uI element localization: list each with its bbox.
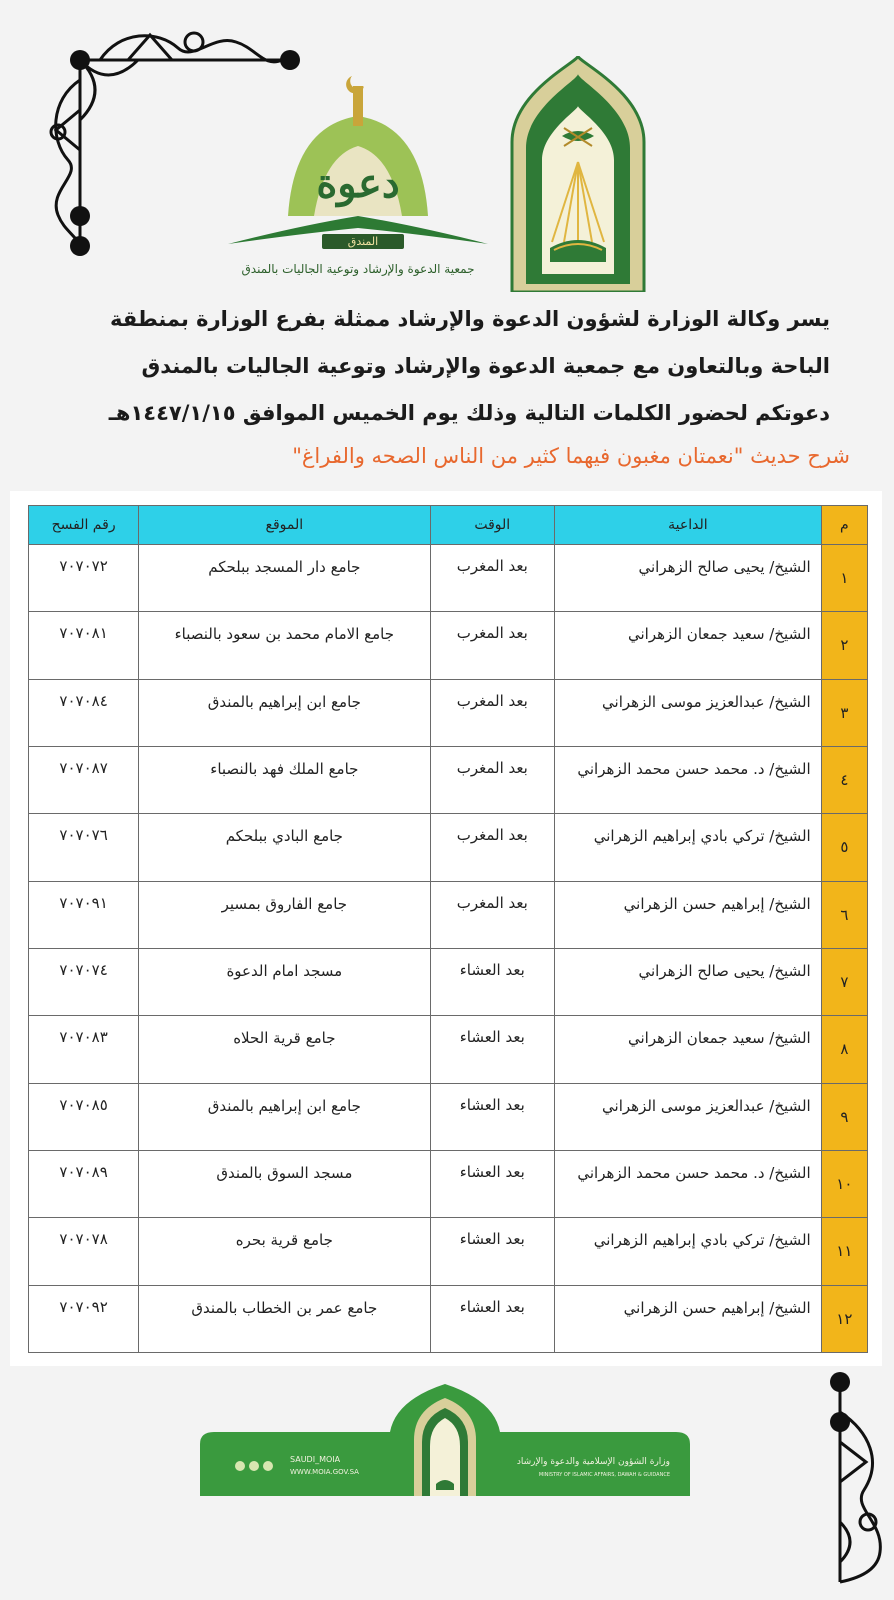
cell-location: جامع دار المسجد ببلحكم	[139, 545, 430, 612]
cell-preacher: الشيخ/ تركي بادي إبراهيم الزهراني	[555, 1218, 822, 1285]
social-icon-1	[235, 1461, 245, 1471]
cell-number: ١٠	[821, 1150, 867, 1217]
cell-preacher: الشيخ/ سعيد جمعان الزهراني	[555, 612, 822, 679]
cell-time: بعد المغرب	[430, 746, 555, 813]
lecture-subject: شرح حديث "نعمتان مغبون فيهما كثير من الناس الصحه والفراغ"	[292, 444, 850, 468]
cell-preacher: الشيخ/ تركي بادي إبراهيم الزهراني	[555, 814, 822, 881]
cell-preacher: الشيخ/ إبراهيم حسن الزهراني	[555, 1285, 822, 1352]
cell-number: ٧	[821, 948, 867, 1015]
cell-time: بعد المغرب	[430, 545, 555, 612]
dawa-logo-place: المندق	[322, 234, 404, 249]
table-row	[29, 881, 868, 948]
table-row	[29, 1083, 868, 1150]
footer-url: WWW.MOIA.GOV.SA	[290, 1468, 359, 1476]
table-row	[29, 814, 868, 881]
table-row	[29, 545, 868, 612]
cell-number: ٦	[821, 881, 867, 948]
cell-permit-number: ٧٠٧٠٨٤	[29, 679, 139, 746]
dawa-logo-society-name: جمعية الدعوة والإرشاد وتوعية الجاليات بالمندق	[241, 262, 475, 276]
social-icon-2	[249, 1461, 259, 1471]
cell-number: ١	[821, 545, 867, 612]
header-location: الموقع	[139, 506, 430, 545]
cell-location: مسجد امام الدعوة	[139, 948, 430, 1015]
dawa-logo-word: دعوة	[316, 160, 400, 207]
cell-preacher: الشيخ/ سعيد جمعان الزهراني	[555, 1016, 822, 1083]
cell-number: ٨	[821, 1016, 867, 1083]
footer-ministry-name: وزارة الشؤون الإسلامية والدعوة والإرشاد	[516, 1457, 670, 1467]
footer-handle: SAUDI_MOIA	[290, 1455, 341, 1464]
cell-permit-number: ٧٠٧٠٨٩	[29, 1150, 139, 1217]
cell-location: مسجد السوق بالمندق	[139, 1150, 430, 1217]
table-row	[29, 746, 868, 813]
cell-permit-number: ٧٠٧٠٨٥	[29, 1083, 139, 1150]
invitation-line-1: يسر وكالة الوزارة لشؤون الدعوة والإرشاد ممثلة بفرع الوزارة بمنطقة	[110, 307, 830, 331]
cell-time: بعد المغرب	[430, 881, 555, 948]
cell-location: جامع الامام محمد بن سعود بالنصباء	[139, 612, 430, 679]
dawa-society-logo	[228, 66, 488, 294]
cell-location: جامع ابن إبراهيم بالمندق	[139, 679, 430, 746]
header-preacher: الداعية	[555, 506, 822, 545]
cell-permit-number: ٧٠٧٠٧٤	[29, 948, 139, 1015]
invitation-line-2: الباحة وبالتعاون مع جمعية الدعوة والإرشاد وتوعية الجاليات بالمندق	[141, 354, 830, 378]
table-row	[29, 1016, 868, 1083]
table-row	[29, 612, 868, 679]
cell-number: ٥	[821, 814, 867, 881]
social-icon-3	[263, 1461, 273, 1471]
ministry-arch-logo-icon	[502, 52, 654, 292]
cell-number: ١١	[821, 1218, 867, 1285]
cell-time: بعد العشاء	[430, 1083, 555, 1150]
cell-number: ٩	[821, 1083, 867, 1150]
cell-location: جامع الملك فهد بالنصباء	[139, 746, 430, 813]
cell-preacher: الشيخ/ يحيى صالح الزهراني	[555, 545, 822, 612]
cell-number: ٢	[821, 612, 867, 679]
cell-permit-number: ٧٠٧٠٨٣	[29, 1016, 139, 1083]
table-row	[29, 1285, 868, 1352]
footer-ministry-sub: MINISTRY OF ISLAMIC AFFAIRS, DAWAH & GUIDANCE	[538, 1472, 670, 1478]
cell-location: جامع الفاروق بمسير	[139, 881, 430, 948]
cell-time: بعد المغرب	[430, 612, 555, 679]
ornament-corner-bottom-right	[800, 1372, 894, 1600]
cell-preacher: الشيخ/ عبدالعزيز موسى الزهراني	[555, 679, 822, 746]
ministry-footer-banner	[200, 1380, 690, 1500]
cell-preacher: الشيخ/ عبدالعزيز موسى الزهراني	[555, 1083, 822, 1150]
cell-time: بعد العشاء	[430, 948, 555, 1015]
invitation-text	[60, 296, 830, 437]
cell-permit-number: ٧٠٧٠٧٦	[29, 814, 139, 881]
table-row	[29, 948, 868, 1015]
header-number: م	[821, 506, 867, 545]
cell-number: ٤	[821, 746, 867, 813]
cell-time: بعد العشاء	[430, 1218, 555, 1285]
cell-preacher: الشيخ/ د. محمد حسن محمد الزهراني	[555, 746, 822, 813]
cell-location: جامع عمر بن الخطاب بالمندق	[139, 1285, 430, 1352]
cell-location: جامع ابن إبراهيم بالمندق	[139, 1083, 430, 1150]
cell-permit-number: ٧٠٧٠٨٧	[29, 746, 139, 813]
table-row	[29, 679, 868, 746]
cell-permit-number: ٧٠٧٠٩١	[29, 881, 139, 948]
cell-permit-number: ٧٠٧٠٩٢	[29, 1285, 139, 1352]
cell-preacher: الشيخ/ د. محمد حسن محمد الزهراني	[555, 1150, 822, 1217]
cell-permit-number: ٧٠٧٠٧٢	[29, 545, 139, 612]
cell-time: بعد العشاء	[430, 1150, 555, 1217]
cell-permit-number: ٧٠٧٠٨١	[29, 612, 139, 679]
cell-location: جامع قرية الحلاه	[139, 1016, 430, 1083]
table-body	[29, 545, 868, 1353]
table-row	[29, 1150, 868, 1217]
schedule-table	[28, 505, 868, 1353]
cell-number: ٣	[821, 679, 867, 746]
cell-permit-number: ٧٠٧٠٧٨	[29, 1218, 139, 1285]
cell-time: بعد المغرب	[430, 814, 555, 881]
invitation-line-3: دعوتكم لحضور الكلمات التالية وذلك يوم الخميس الموافق ١٤٤٧/١/١٥هـ	[108, 401, 830, 425]
cell-time: بعد العشاء	[430, 1285, 555, 1352]
cell-number: ١٢	[821, 1285, 867, 1352]
schedule-panel	[10, 491, 882, 1366]
cell-location: جامع البادي ببلحكم	[139, 814, 430, 881]
table-row	[29, 1218, 868, 1285]
cell-time: بعد العشاء	[430, 1016, 555, 1083]
cell-location: جامع قرية بحره	[139, 1218, 430, 1285]
header-permit-number: رقم الفسح	[29, 506, 139, 545]
header-time: الوقت	[430, 506, 555, 545]
cell-time: بعد المغرب	[430, 679, 555, 746]
table-header-row	[29, 506, 868, 545]
cell-preacher: الشيخ/ إبراهيم حسن الزهراني	[555, 881, 822, 948]
cell-preacher: الشيخ/ يحيى صالح الزهراني	[555, 948, 822, 1015]
